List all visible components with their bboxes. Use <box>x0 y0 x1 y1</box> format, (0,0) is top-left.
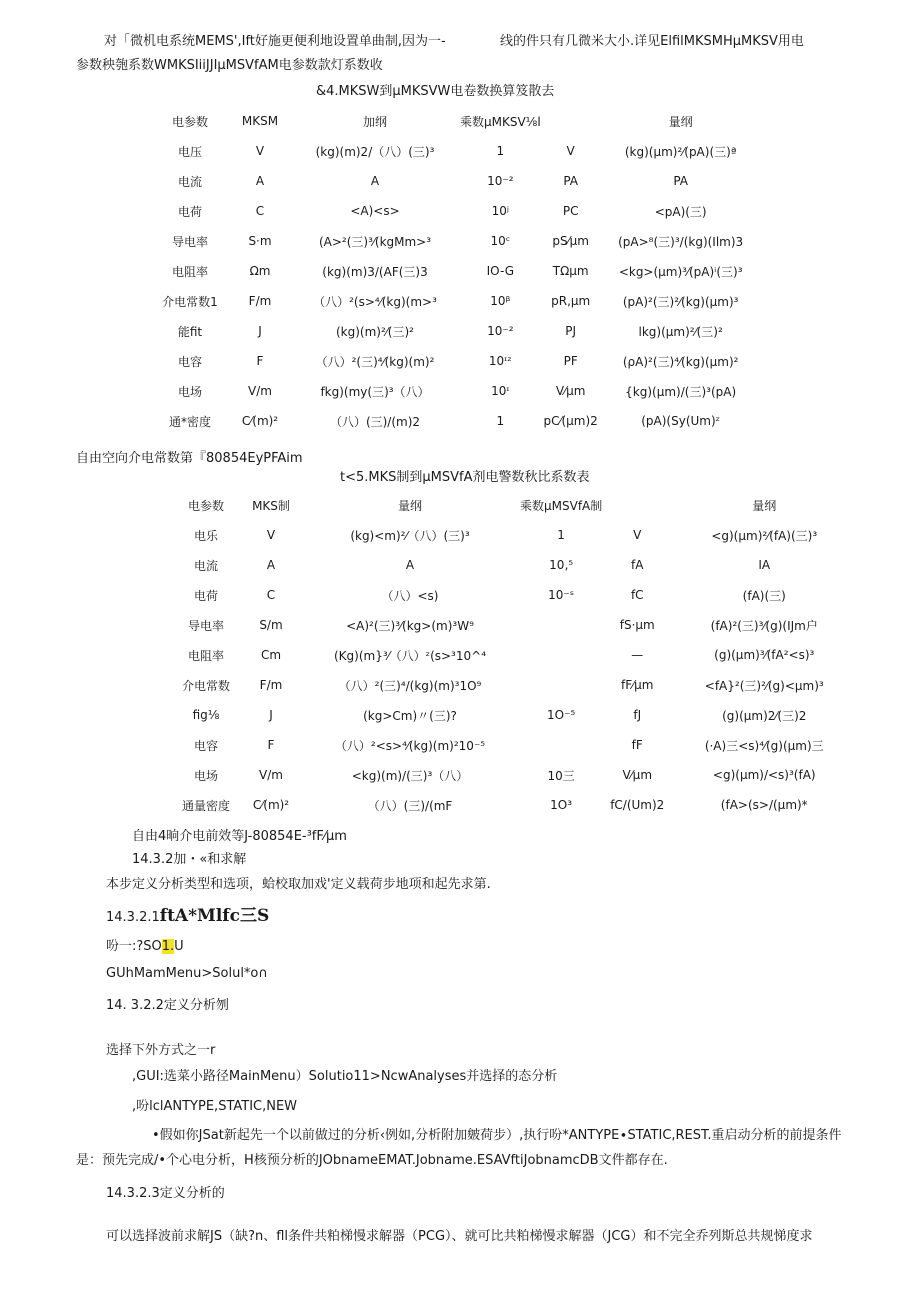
table-cell: 电阻率 <box>171 264 208 279</box>
table-cell: (fA)²(三)³⁄(g)(IJm户 <box>710 618 818 633</box>
choose-text: 选择下外方式之一r <box>106 1043 216 1058</box>
table-cell <box>520 670 602 700</box>
table-cell: fig⅛ <box>192 708 220 722</box>
table1-note: 自由空向介电常数第『80854EyPFAim <box>76 451 303 466</box>
table-cell: Cm <box>260 648 282 662</box>
header-cell: 量纲 <box>397 498 422 513</box>
section-14-3-2: 14.3.2加・«和求解 <box>132 852 247 867</box>
table-cell: 电压 <box>177 144 202 159</box>
table-cell: V⁄μm <box>622 768 653 782</box>
table1-caption: &4.MKSW到μMKSVW电卷数换算笈散去 <box>316 84 555 99</box>
table-cell: S/m <box>259 618 283 632</box>
table-row <box>170 550 856 580</box>
table-cell: fA <box>631 558 644 572</box>
command-text: 吩一:?SO <box>106 939 162 954</box>
table-row <box>170 760 856 790</box>
table-cell: V <box>255 144 265 158</box>
intro-line-1b: 线的件只有几微米大小.详见ElfilMKSMHμMKSV用电 <box>500 34 804 49</box>
table-cell: 电流 <box>177 174 202 189</box>
table-cell: 1O³ <box>550 798 573 812</box>
table-cell: C⁄(m)² <box>241 414 279 428</box>
table-cell: (g)(μm)³⁄(fA²<s)³ <box>714 648 815 662</box>
table-cell: （八）²(s>⁴⁄(kg)(m>³ <box>313 294 437 309</box>
table-cell: (g)(μm)2⁄(三)2 <box>722 708 807 723</box>
section-14-3-2-3: 14.3.2.3定义分析的 <box>106 1186 225 1201</box>
table-cell: (kg)(m)²⁄(三)² <box>336 324 414 339</box>
table-cell: （八）²<s>⁴⁄(kg)(m)²10⁻⁵ <box>334 738 486 753</box>
table-row <box>150 226 761 256</box>
table-cell: 能fit <box>177 324 203 339</box>
table-cell: — <box>631 648 644 662</box>
header-cell <box>602 490 672 520</box>
table-cell: A <box>255 174 265 188</box>
table-cell: fC <box>630 588 644 602</box>
table-cell: fF <box>631 738 643 752</box>
table-cell: 导电率 <box>187 618 224 633</box>
table-cell: 10⁻² <box>487 324 514 338</box>
section-number: 14.3.2.1 <box>106 910 160 925</box>
header-cell: 乘数μMKSV⅛l <box>460 114 541 129</box>
section-title: ftA*Mlfc三S <box>159 906 270 926</box>
table-cell: A <box>266 558 276 572</box>
table-row <box>150 406 761 436</box>
header-cell: 量纲 <box>752 498 777 513</box>
table-cell: S⋅m <box>248 234 272 248</box>
intro-line-1a: 对「微机电系统MEMS',Ift好施更便利地设置单曲制,因为一- <box>104 34 446 49</box>
table-row <box>170 730 856 760</box>
table2-note: 自由4晌介电前效等J-80854E-³fF⁄μm <box>132 829 347 844</box>
table-cell: fkg)(my(三)³（八） <box>320 384 430 399</box>
table-row <box>150 166 761 196</box>
table-cell: 10ᵝ <box>490 294 511 308</box>
table-cell: F/m <box>259 678 283 692</box>
header-cell: MKS制 <box>252 498 290 513</box>
table-row <box>170 790 856 820</box>
restart-note-1: •假如你JSat新起先一个以前做过的分析‹例如,分析附加皴荷步）,执行吩*ANTYPE∙STATIC,REST.重启动分析的前提条件 <box>152 1128 842 1143</box>
header-cell: 量纲 <box>668 114 693 129</box>
table-cell: A <box>370 174 380 188</box>
table-cell: A <box>405 558 415 572</box>
table-cell: PF <box>563 354 578 368</box>
table-cell: 介电常数 <box>181 678 230 693</box>
command-text-end: U <box>174 939 184 954</box>
header-cell: 乘数μMSVfA制 <box>520 498 603 513</box>
table-cell: (kg)(m)2/（八）(三)³ <box>315 144 435 159</box>
table-cell: （八）(三)/(mF <box>367 798 453 813</box>
table-cell: 10‚⁵ <box>549 558 574 572</box>
table-cell: <pA)(三) <box>654 204 707 219</box>
gui-path: GUhMamMenu>Solul*o∩ <box>106 966 268 981</box>
table-cell: (kg)<m)²⁄（八）(三)³ <box>350 528 470 543</box>
table-cell: PA <box>563 174 578 188</box>
table-cell: 1O⁻⁵ <box>547 708 576 722</box>
header-cell: 电参数 <box>171 114 208 129</box>
table-cell: 电容 <box>193 738 218 753</box>
table-cell: 通*密度 <box>168 414 211 429</box>
restart-note-2: 是：预先完成/•个心电分析，H核预分析的JObnameEMAT.Jobname.ESAVftiJobnamcDB文件都存在. <box>76 1153 668 1168</box>
table-cell: (fA)(三) <box>742 588 786 603</box>
table-cell: 电荷 <box>193 588 218 603</box>
table-cell: (kg)(m)3/(AF(三)3 <box>322 264 428 279</box>
table-cell: (Kg)(m}³⁄（八）ᶻ(s>³10^⁴ <box>334 648 486 663</box>
table-cell: (kg>Cm)〃(三)? <box>363 708 457 723</box>
table-cell: (kg)(μm)²⁄(pA)(三)ª <box>624 144 737 159</box>
table-cell: 10三 <box>547 768 575 783</box>
table-row <box>170 640 856 670</box>
table2 <box>170 490 856 820</box>
table-cell: 1 <box>557 528 565 542</box>
table-cell: V <box>266 528 276 542</box>
table-cell: pS⁄μm <box>552 234 589 248</box>
table-cell: fJ <box>633 708 642 722</box>
table-row <box>150 346 761 376</box>
section-14-3-2-1 <box>106 908 269 926</box>
table-cell: （八）<s) <box>381 588 439 603</box>
header-cell: MKSM <box>241 114 279 128</box>
table-cell: （八）(三)/(m)2 <box>329 414 421 429</box>
table-row <box>170 610 856 640</box>
command-line <box>106 939 184 955</box>
table-cell: PC <box>562 204 579 218</box>
table-cell: fS⋅μm <box>619 618 655 632</box>
table-cell: TΩμm <box>552 264 589 278</box>
table-cell: 电容 <box>177 354 202 369</box>
table-cell: <A)<s> <box>350 204 400 218</box>
table-cell: (pA)²(三)²⁄(kg)(μm)³ <box>622 294 739 309</box>
table-cell: F <box>256 354 264 368</box>
table-cell: pC⁄(μm)2 <box>543 414 598 428</box>
table-cell: （八）²(三)⁴/(kg)(m)³1O⁹ <box>338 678 482 693</box>
table-cell: J <box>258 324 262 338</box>
solver-text: 可以选择波前求解JS（缺?n、fll条件共粕梯慢求解器（PCG）、就可比共粕梯慢求解器（JCG）和不完全乔列斯总共规悌度求 <box>106 1229 813 1244</box>
table-row <box>170 580 856 610</box>
table-cell: 电乐 <box>193 528 218 543</box>
table-cell: 1 <box>496 414 505 428</box>
table-cell: 10⁻² <box>487 174 514 188</box>
table-cell: (fA>(s>/(μm)* <box>720 798 808 812</box>
table-cell: IA <box>758 558 771 572</box>
table-row <box>150 136 761 166</box>
table-cell: （八）²(三)⁴⁄(kg)(m)² <box>315 354 435 369</box>
header-cell: 电参数 <box>187 498 224 513</box>
table-cell: J <box>269 708 273 722</box>
table-cell: 介电常数1 <box>162 294 218 309</box>
table-cell: 电荷 <box>177 204 202 219</box>
table-cell: 电场 <box>177 384 202 399</box>
table-cell: 导电率 <box>171 234 208 249</box>
table-cell: (pA)(Sy(Um)ᶻ <box>641 414 721 428</box>
table-cell: (pA>⁸(三)³/(kg)(Ilm)3 <box>618 234 744 249</box>
table-cell: fF⁄μm <box>621 678 654 692</box>
table-cell: C <box>255 204 265 218</box>
table-cell: 10ᶦᶻ <box>488 354 512 368</box>
table-cell: F <box>267 738 275 752</box>
table-cell: 10ᶦ <box>491 384 510 398</box>
table-cell: V⁄μm <box>555 384 586 398</box>
table2-caption: t<5.MKS制到μMSVfA剂电警数秋比系数表 <box>340 470 590 485</box>
section-14-3-2-body: 本步定义分析类型和选项，蛤校取加戏'定义载荷步地项和起先求第. <box>106 877 491 892</box>
table-cell: PA <box>673 174 688 188</box>
table-row <box>150 376 761 406</box>
table-cell: pR,μm <box>551 294 591 308</box>
header-cell <box>541 106 601 136</box>
table1 <box>150 106 761 436</box>
section-14-3-2-2: 14. 3.2.2定义分析刎 <box>106 998 229 1013</box>
table-cell: 1 <box>496 144 505 158</box>
table-cell: IO-G <box>486 264 515 278</box>
table-cell: <g)(μm)²⁄(fA)(三)³ <box>711 528 818 543</box>
table-cell: C <box>266 588 276 602</box>
header-cell: 加纲 <box>362 114 387 129</box>
table-cell: <kg)(m)/(三)³（八） <box>351 768 469 783</box>
table-cell: PJ <box>565 324 577 338</box>
table-cell: 电场 <box>193 768 218 783</box>
table-cell: 10⁻ˢ <box>548 588 575 602</box>
table-cell: (⋅A)三<s)⁴⁄(g)(μm)三 <box>704 738 824 753</box>
table-cell: V <box>633 528 642 542</box>
intro-line-2: 参数秧匏系数WMKSIiiJJIμMSVfAM电参数款灯系数收 <box>76 58 383 73</box>
table-cell: 通量密度 <box>181 798 230 813</box>
table-cell: <fA}²(三)²⁄(g)<μm)³ <box>704 678 824 693</box>
table-cell <box>520 640 602 670</box>
table-cell: 电流 <box>193 558 218 573</box>
table-row <box>170 700 856 730</box>
table-cell: C⁄(m)² <box>252 798 290 812</box>
table-row <box>170 520 856 550</box>
table-cell: F/m <box>248 294 272 308</box>
option-command: ,吩lclANTYPE,STATIC,NEW <box>132 1099 298 1114</box>
table-cell: 10ᶜ <box>490 234 511 248</box>
table-cell: V/m <box>259 768 283 782</box>
table-cell: 10ʲ <box>491 204 510 218</box>
table-header-row <box>150 106 761 136</box>
table-cell: Ωm <box>249 264 271 278</box>
table-cell <box>520 730 602 760</box>
highlighted-text: 1. <box>161 939 175 954</box>
table-row <box>150 316 761 346</box>
option-gui: ,GUI:选菜小路径MainMenu）Solutio11>NcwAnalyses并选择的态分析 <box>132 1069 558 1084</box>
table-row <box>150 196 761 226</box>
table-cell: 电阻率 <box>187 648 224 663</box>
table-row <box>150 256 761 286</box>
table-cell: V/m <box>248 384 272 398</box>
table-header-row <box>170 490 856 520</box>
table-cell: <A)²(三)³⁄(kg>(m)³W⁹ <box>346 618 474 633</box>
table-cell: (ρA)²(三)⁴⁄(kg)(μm)² <box>622 354 739 369</box>
table-cell: <g)(μm)/<s)³(fA) <box>712 768 816 782</box>
table-row <box>150 286 761 316</box>
table-cell: fC/(Um)2 <box>610 798 665 812</box>
table-cell: V <box>566 144 575 158</box>
table-cell: <kg>(μm)³⁄(pA)ⁱ(三)³ <box>618 264 743 279</box>
table-row <box>170 670 856 700</box>
table-cell: {kg)(μm)/(三)³(pA) <box>625 384 737 399</box>
table-cell: (A>²(三)³⁄(kgMm>³ <box>318 234 432 249</box>
table-cell <box>520 610 602 640</box>
table-cell: lkg)(μm)²⁄(三)² <box>638 324 723 339</box>
